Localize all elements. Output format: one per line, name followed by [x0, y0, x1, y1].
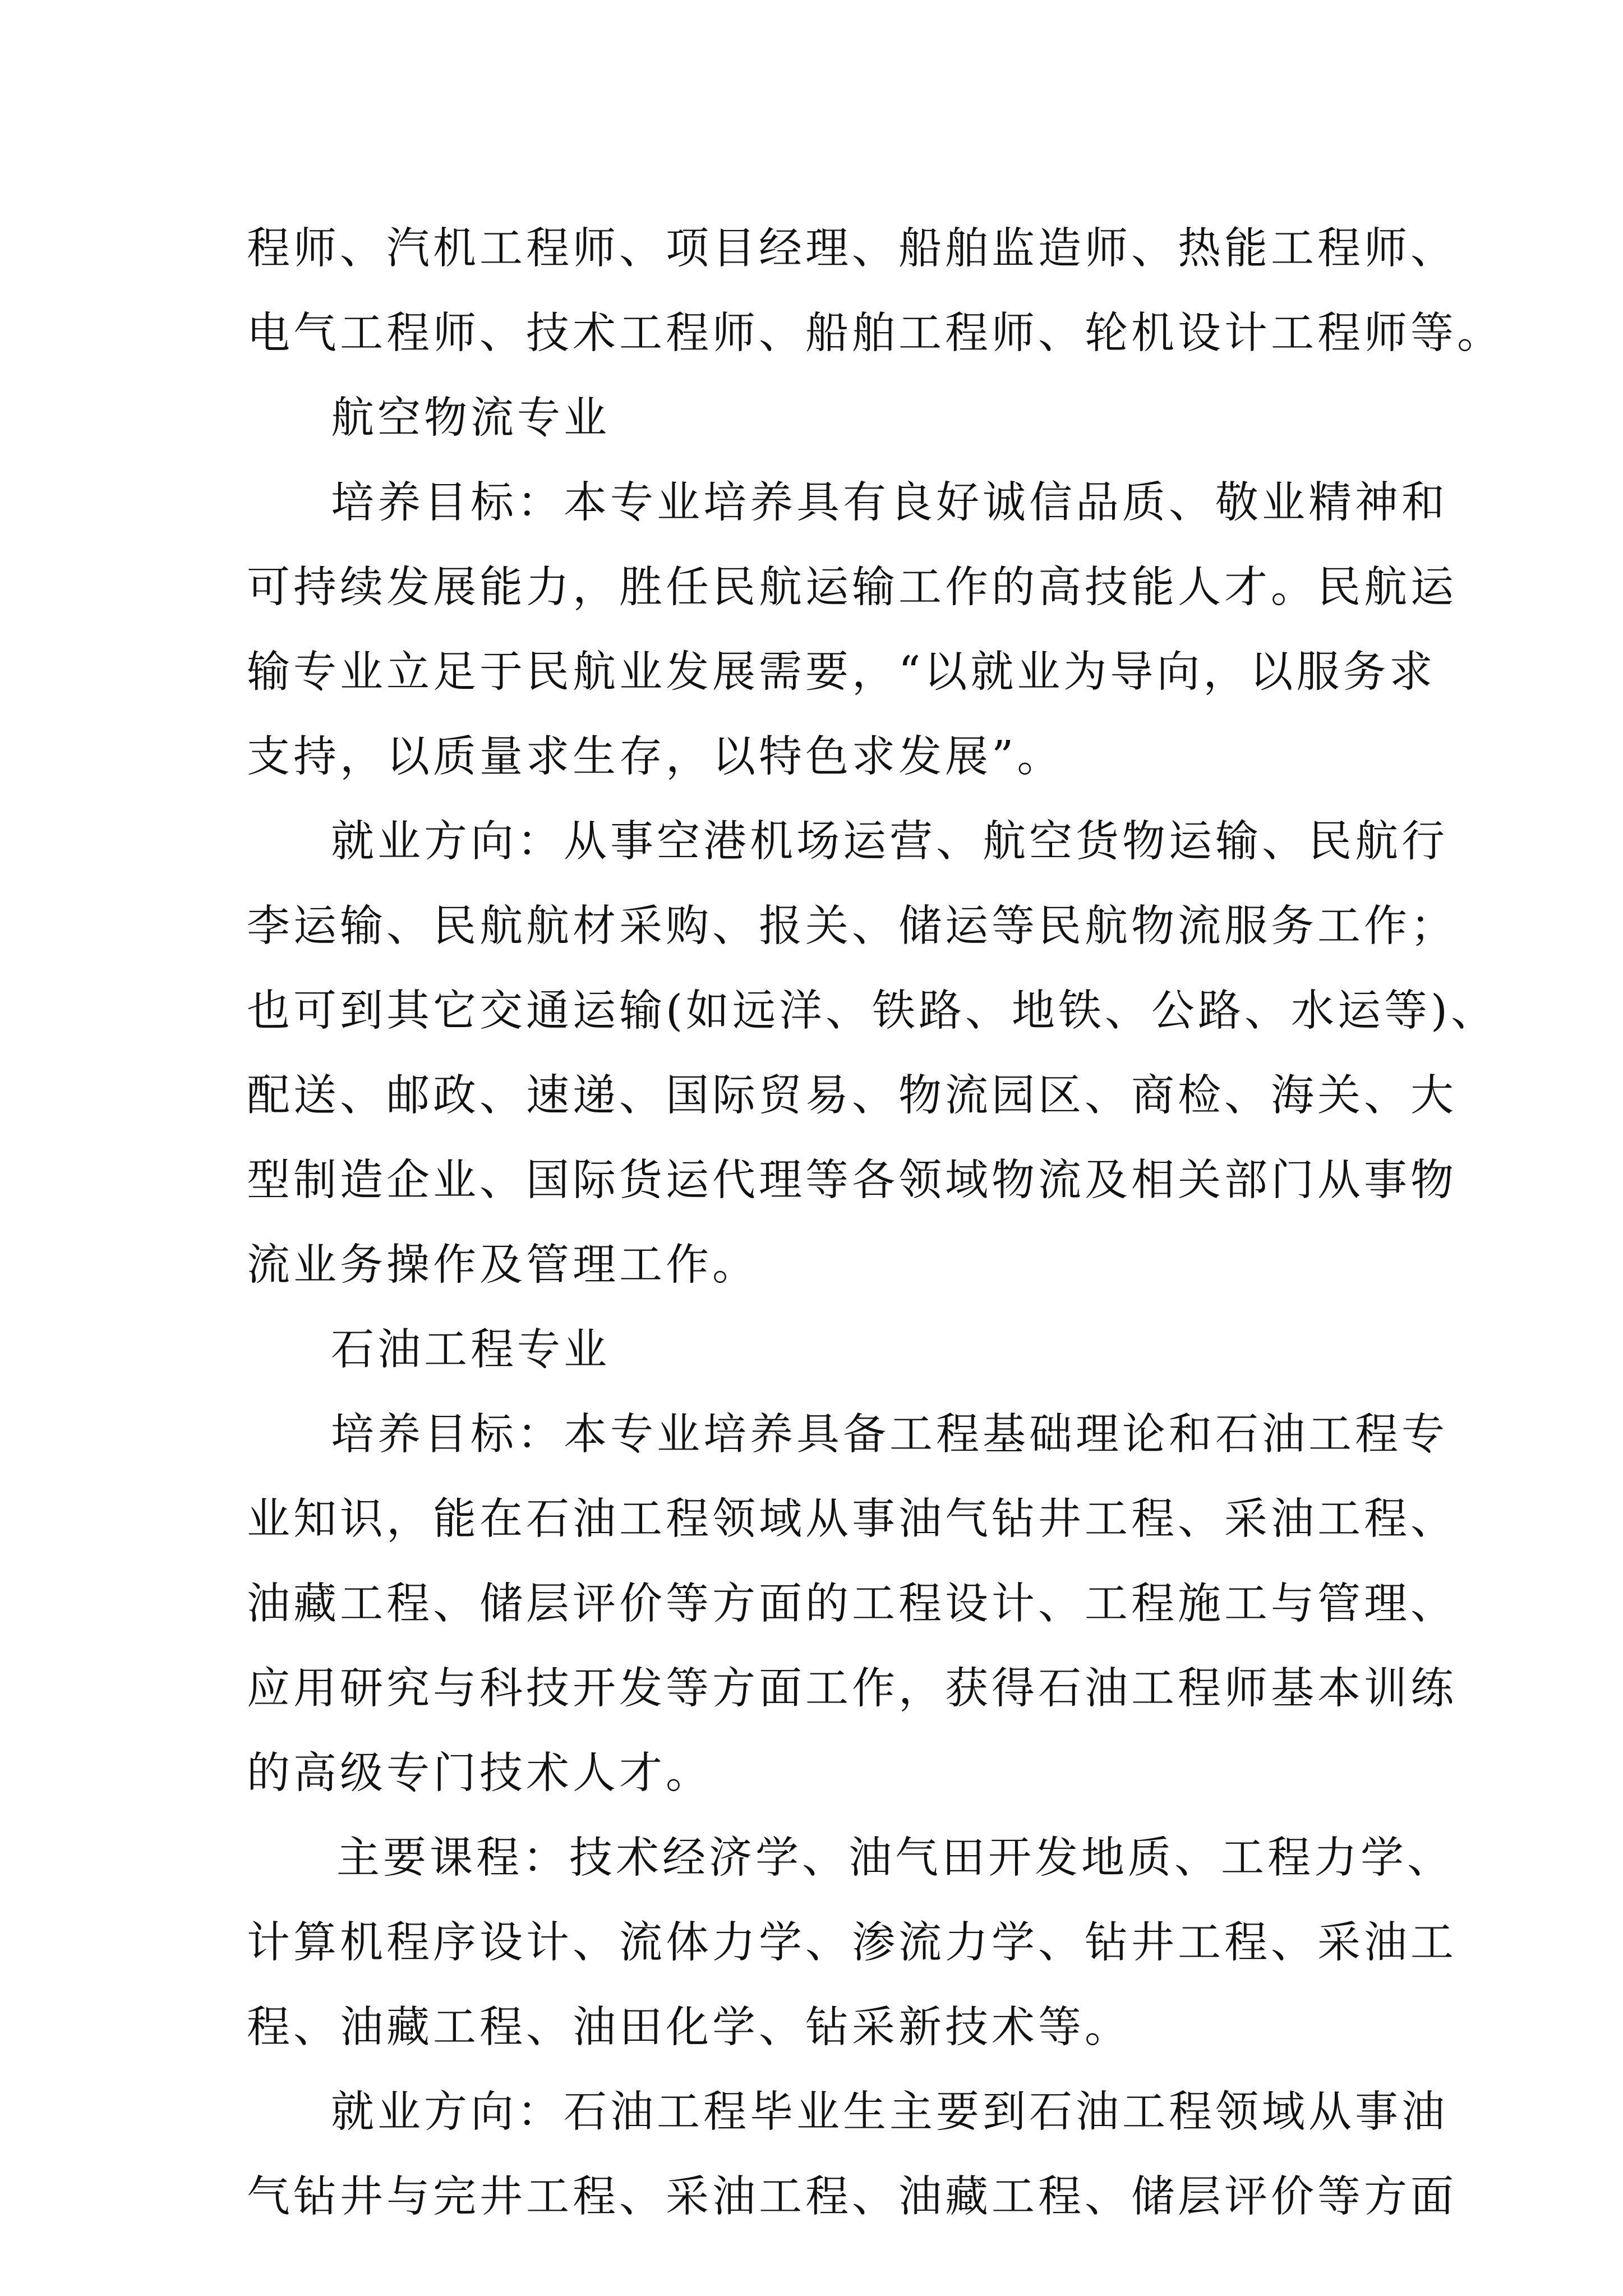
text-line: 业知识，能在石油工程领域从事油气钻井工程、采油工程、 — [247, 1494, 1457, 1544]
text-line: 培养目标：本专业培养具备工程基础理论和石油工程专 — [331, 1410, 1448, 1460]
text-line: 流业务操作及管理工作。 — [247, 1240, 759, 1290]
text-line: 型制造企业、国际货运代理等各领域物流及相关部门从事物 — [247, 1156, 1457, 1205]
section-heading-aviation-logistics: 航空物流专业 — [331, 393, 610, 443]
text-line: 计算机程序设计、流体力学、渗流力学、钻井工程、采油工 — [247, 1918, 1457, 1968]
text-line: 就业方向：从事空港机场运营、航空货物运输、民航行 — [331, 817, 1448, 867]
document-body — [247, 206, 1504, 2239]
text-line: 支持，以质量求生存，以特色求发展”。 — [247, 732, 1064, 782]
text-line: 油藏工程、储层评价等方面的工程设计、工程施工与管理、 — [247, 1579, 1457, 1629]
text-line: 也可到其它交通运输(如远洋、铁路、地铁、公路、水运等)、 — [247, 986, 1498, 1036]
text-line: 配送、邮政、速递、国际贸易、物流园区、商检、海关、大 — [247, 1071, 1457, 1121]
text-line: 输专业立足于民航业发展需要，“以就业为导向，以服务求 — [247, 647, 1436, 697]
text-line: 主要课程：技术经济学、油气田开发地质、工程力学、 — [336, 1833, 1454, 1883]
text-line: 应用研究与科技开发等方面工作，获得石油工程师基本训练 — [247, 1664, 1457, 1714]
text-line: 培养目标：本专业培养具有良好诚信品质、敬业精神和 — [331, 478, 1448, 528]
text-line: 程师、汽机工程师、项目经理、船舶监造师、热能工程师、 — [247, 224, 1457, 274]
text-line: 可持续发展能力，胜任民航运输工作的高技能人才。民航运 — [247, 563, 1457, 613]
text-line: 就业方向：石油工程毕业生主要到石油工程领域从事油 — [331, 2087, 1448, 2137]
text-line: 气钻井与完井工程、采油工程、油藏工程、储层评价等方面 — [247, 2172, 1457, 2222]
text-line: 程、油藏工程、油田化学、钻采新技术等。 — [247, 2003, 1131, 2053]
section-heading-petroleum-engineering: 石油工程专业 — [331, 1325, 610, 1375]
text-line: 电气工程师、技术工程师、船舶工程师、轮机设计工程师等。 — [247, 309, 1504, 358]
text-line: 的高级专门技术人才。 — [247, 1749, 712, 1798]
text-line: 李运输、民航航材采购、报关、储运等民航物流服务工作； — [247, 901, 1457, 951]
